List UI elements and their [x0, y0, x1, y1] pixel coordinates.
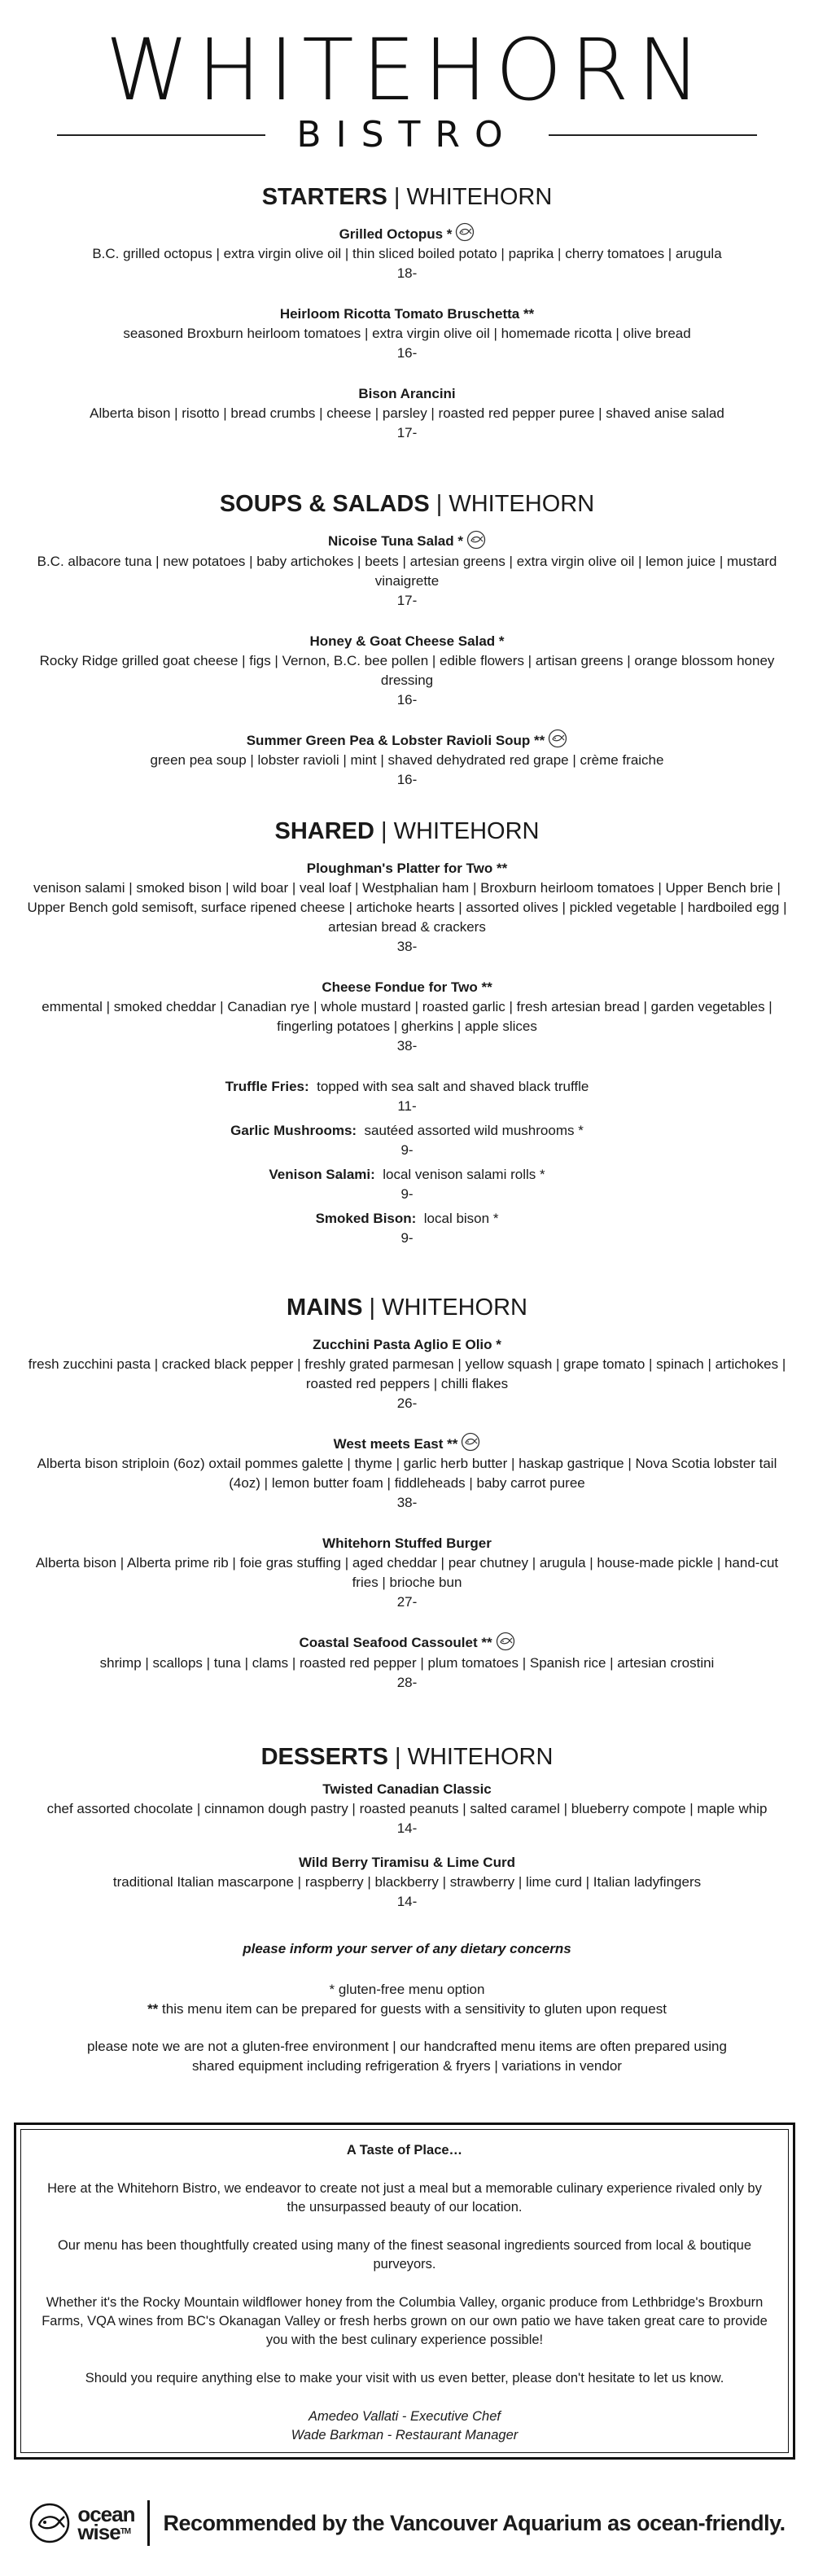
menu-item: [0, 1633, 814, 1693]
item-price: 38-: [396, 1037, 418, 1054]
small-plate-name: Venison Salami:: [269, 1166, 375, 1182]
item-title: Wild Berry Tiramisu & Lime Curd: [299, 1854, 515, 1870]
item-title: West meets East **: [333, 1435, 458, 1452]
item-title: Twisted Canadian Classic: [322, 1781, 492, 1797]
item-description: Rocky Ridge grilled goat cheese | figs | Vernon, B.C. bee pollen | edible flowers | artisan greens | orange blossom honey dressing: [39, 652, 775, 688]
item-price: 18-: [396, 265, 418, 282]
section-heading: SOUPS & SALADS | WHITEHORN: [219, 491, 595, 518]
small-plate: [0, 1209, 814, 1248]
item-price: 17-: [396, 425, 418, 441]
small-plate-description: topped with sea salt and shaved black truffle: [317, 1078, 589, 1094]
item-description: B.C. grilled octopus | extra virgin olive oil | thin sliced boiled potato | paprika | cherry tomatoes | arugula: [92, 246, 722, 262]
item-price: 16-: [396, 772, 418, 788]
item-price: 14-: [396, 1820, 418, 1836]
section-heading: SHARED | WHITEHORN: [274, 818, 540, 845]
small-plate-price: 9-: [400, 1229, 414, 1246]
small-plate: [0, 1077, 814, 1116]
gluten-sensitive-note: ** this menu item can be prepared for guests with a sensitivity to gluten upon request: [147, 2000, 667, 2017]
section-mains: [0, 1294, 814, 1693]
logo-rule-left: [57, 134, 265, 136]
taste-paragraph: Whether it's the Rocky Mountain wildflower honey from the Columbia Valley, organic produce from Lethbridge's Broxburn Farms, VQA wines from BC's Okanagan Valley or fresh herbs grown on our own patio we have taken great care to provide you with the best culinary experience possible!: [42, 2295, 768, 2347]
item-price: 16-: [396, 345, 418, 361]
small-plate-description: local venison salami rolls *: [383, 1166, 545, 1182]
item-title: Heirloom Ricotta Tomato Bruschetta **: [279, 306, 535, 322]
ocean-wise-icon: [28, 2502, 71, 2544]
gluten-free-note: * gluten-free menu option: [329, 1981, 485, 1997]
item-description: Alberta bison | Alberta prime rib | foie gras stuffing | aged cheddar | pear chutney | arugula | house-made pickle | hand-cut fries | brioche bun: [35, 1555, 779, 1591]
logo-rule-right: [549, 134, 757, 136]
manager-signature: Wade Barkman - Restaurant Manager: [291, 2428, 519, 2442]
menu-item: [0, 532, 814, 611]
menu-item: [0, 304, 814, 363]
item-title: Ploughman's Platter for Two **: [306, 860, 508, 876]
environment-note: please note we are not a gluten-free environment | our handcrafted menu items are often prepared using shared equipment including refrigeration & fryers | variations in vendor: [87, 2038, 727, 2074]
item-title: Whitehorn Stuffed Burger: [322, 1536, 492, 1552]
menu-item: [0, 1435, 814, 1514]
item-description: shrimp | scallops | tuna | clams | roasted red pepper | plum tomatoes | Spanish rice | artesian crostini: [99, 1654, 715, 1671]
section-heading: MAINS | WHITEHORN: [287, 1294, 527, 1321]
section-heading: DESSERTS | WHITEHORN: [260, 1743, 554, 1770]
item-description: Alberta bison striploin (6oz) oxtail pommes galette | thyme | garlic herb butter | haskap gastrique | Nova Scotia lobster tail (4oz) | lemon butter foam | fiddleheads | baby carrot puree: [37, 1456, 777, 1492]
dietary-notice: please inform your server of any dietary concerns: [243, 1940, 571, 1956]
item-price: 38-: [396, 1495, 418, 1511]
taste-paragraph: Here at the Whitehorn Bistro, we endeavor to create not just a meal but a memorable culinary experience rivaled only by the unsurpassed beauty of our location.: [47, 2181, 762, 2215]
ocean-wise-icon: [466, 530, 486, 550]
small-plate-price: 9-: [400, 1185, 414, 1202]
menu-item: [0, 1534, 814, 1612]
item-price: 14-: [396, 1893, 418, 1909]
ocean-wise-icon: [461, 1432, 480, 1452]
item-price: 17-: [396, 592, 418, 608]
footer-divider: [147, 2500, 150, 2546]
menu-item: [0, 731, 814, 791]
item-price: 27-: [396, 1594, 418, 1610]
menu-item: [0, 384, 814, 443]
item-price: 26-: [396, 1395, 418, 1411]
item-description: B.C. albacore tuna | new potatoes | baby artichokes | beets | artesian greens | extra virgin olive oil | lemon juice | mustard vinaigrette: [37, 553, 777, 589]
item-description: venison salami | smoked bison | wild boar | veal loaf | Westphalian ham | Broxburn heirloom tomatoes | Upper Bench brie | Upper Bench gold semisoft, surface ripened cheese | artichoke hearts | assorted olives | pickled vegetable | hardboiled egg | artesian bread & crackers: [27, 879, 787, 935]
item-title: Coastal Seafood Cassoulet **: [299, 1635, 492, 1651]
item-title: Nicoise Tuna Salad *: [328, 533, 463, 550]
menu-item: [0, 225, 814, 284]
item-description: traditional Italian mascarpone | raspberry | blackberry | strawberry | lime curd | Italian ladyfingers: [112, 1873, 702, 1890]
taste-title: A Taste of Place…: [346, 2143, 463, 2158]
item-title: Summer Green Pea & Lobster Ravioli Soup **: [246, 732, 545, 748]
menu-item: [0, 1780, 814, 1838]
logo-subtitle: BISTRO: [296, 114, 518, 156]
item-title: Bison Arancini: [358, 386, 456, 402]
item-description: seasoned Broxburn heirloom tomatoes | extra virgin olive oil | homemade ricotta | olive bread: [123, 326, 691, 342]
section-heading: STARTERS | WHITEHORN: [261, 184, 553, 210]
section-starters: [0, 183, 814, 443]
item-description: fresh zucchini pasta | cracked black pepper | freshly grated parmesan | yellow squash | grape tomato | spinach | artichokes | roasted red peppers | chilli flakes: [28, 1356, 786, 1391]
dietary-notes: [0, 1939, 814, 2076]
chef-signature: Amedeo Vallati - Executive Chef: [308, 2409, 501, 2424]
ocean-wise-logo: [28, 2502, 134, 2544]
ocean-wise-tagline: Recommended by the Vancouver Aquarium as ocean-friendly.: [163, 2510, 786, 2535]
menu-item: [0, 859, 814, 957]
taste-paragraph: Our menu has been thoughtfully created using many of the finest seasonal ingredients sourced from local & boutique purveyors.: [57, 2238, 752, 2272]
small-plate-name: Smoked Bison:: [315, 1210, 417, 1226]
ocean-wise-icon: [548, 729, 567, 748]
item-title: Grilled Octopus *: [339, 226, 453, 242]
taste-of-place-box: [14, 2123, 795, 2460]
item-price: 28-: [396, 1674, 418, 1690]
restaurant-logo: [0, 0, 814, 156]
ocean-wise-icon: [455, 222, 475, 242]
item-title: Cheese Fondue for Two **: [322, 979, 492, 995]
item-price: 38-: [396, 938, 418, 954]
ocean-wise-wordmark: ocean wise™: [77, 2502, 135, 2544]
small-plate-name: Truffle Fries:: [225, 1078, 309, 1094]
small-plate: [0, 1121, 814, 1160]
small-plate-price: 11-: [397, 1097, 417, 1114]
menu-item: [0, 978, 814, 1056]
small-plate: [0, 1165, 814, 1204]
small-plate-description: local bison *: [423, 1210, 499, 1226]
section-shared: [0, 817, 814, 1248]
item-description: Alberta bison | risotto | bread crumbs | cheese | parsley | roasted red pepper puree | shaved anise salad: [90, 405, 724, 422]
item-description: green pea soup | lobster ravioli | mint | shaved dehydrated red grape | crème fraiche: [150, 752, 664, 769]
small-plate-name: Garlic Mushrooms:: [230, 1122, 357, 1138]
ocean-wise-icon: [496, 1632, 515, 1651]
section-soups-salads: [0, 490, 814, 790]
logo-title: WHITEHORN: [105, 20, 709, 120]
ocean-wise-footer: [0, 2497, 814, 2549]
item-price: 16-: [396, 691, 418, 708]
item-title: Zucchini Pasta Aglio E Olio *: [313, 1336, 501, 1352]
menu-item: [0, 1853, 814, 1912]
small-plate-description: sautéed assorted wild mushrooms *: [364, 1122, 584, 1138]
taste-paragraph: Should you require anything else to make your visit with us even better, please don't hesitate to let us know.: [85, 2371, 724, 2385]
menu-item: [0, 632, 814, 710]
section-desserts: [0, 1743, 814, 1912]
item-description: emmental | smoked cheddar | Canadian rye | whole mustard | roasted garlic | fresh artesian bread | garden vegetables | fingerling potatoes | gherkins | apple slices: [42, 998, 772, 1034]
item-description: chef assorted chocolate | cinnamon dough pastry | roasted peanuts | salted caramel | blueberry compote | maple whip: [46, 1800, 768, 1816]
item-title: Honey & Goat Cheese Salad *: [309, 633, 505, 649]
small-plate-price: 9-: [400, 1141, 414, 1158]
menu-item: [0, 1335, 814, 1413]
